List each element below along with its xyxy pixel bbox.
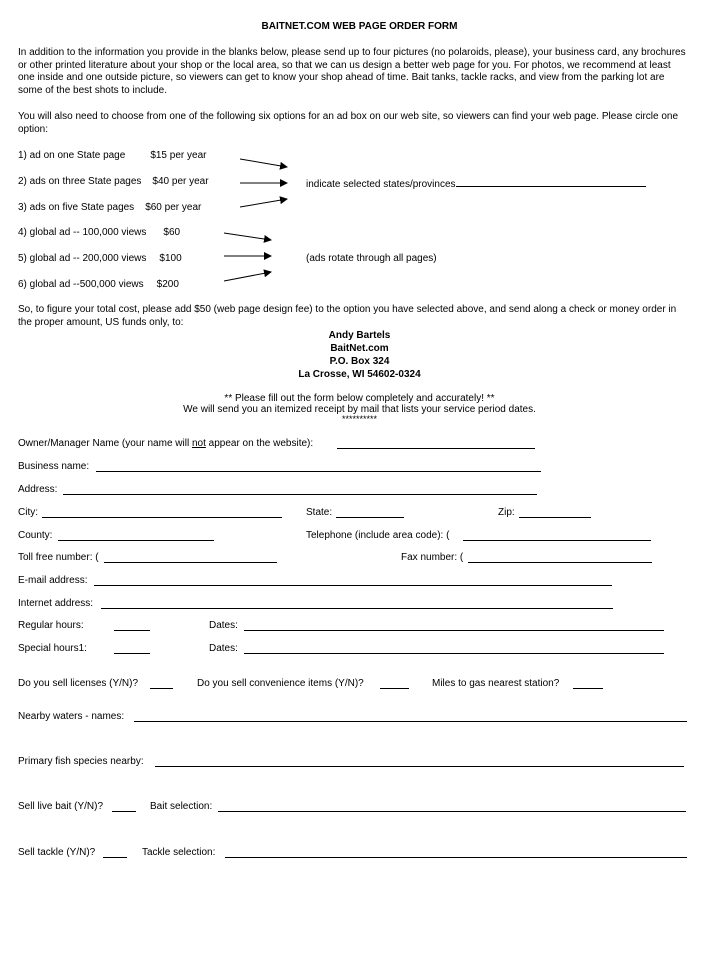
- telephone-input[interactable]: [463, 530, 651, 541]
- option-5: [18, 253, 182, 265]
- option-label: 1) ad on one State page: [18, 150, 126, 161]
- regular-dates-input[interactable]: [244, 620, 664, 631]
- owner-label-a: Owner/Manager Name (your name will: [18, 438, 192, 449]
- option-price: $200: [156, 279, 179, 290]
- waters-input[interactable]: [134, 711, 687, 722]
- regular-dates-label: Dates:: [209, 620, 238, 631]
- option-label: 2) ads on three State pages: [18, 176, 142, 187]
- baitsel-label: Bait selection:: [150, 801, 213, 812]
- fax-label: Fax number: (: [401, 552, 464, 563]
- convenience-input[interactable]: [380, 678, 409, 689]
- option-6: [18, 279, 179, 291]
- notice-fill: ** Please fill out the form below completely and accurately! **: [224, 393, 495, 404]
- convenience-label: Do you sell convenience items (Y/N)?: [197, 678, 364, 689]
- owner-label-not: not: [191, 438, 206, 449]
- options-intro: You will also need to choose from one of the following six options for an ad box on our web site, so viewers can find your web page. Please circle one option:: [18, 111, 679, 135]
- email-input[interactable]: [94, 575, 612, 586]
- internet-label: Internet address:: [18, 598, 94, 609]
- option-price: $100: [159, 253, 182, 264]
- option-price: $60 per year: [145, 202, 202, 213]
- states-label: indicate selected states/provinces: [306, 179, 456, 190]
- zip-label: Zip:: [498, 507, 515, 518]
- telephone-label: Telephone (include area code): (: [306, 530, 450, 541]
- livebait-input[interactable]: [112, 801, 136, 812]
- arrow-6: [224, 272, 271, 281]
- waters-label: Nearby waters - names:: [18, 711, 125, 722]
- address-company: BaitNet.com: [330, 343, 389, 354]
- option-2: [18, 176, 209, 188]
- special-dates-input[interactable]: [244, 643, 664, 654]
- address-label: Address:: [18, 484, 58, 495]
- intro-paragraph: In addition to the information you provide in the blanks below, please send up to four pictures (no polaroids, please), your business card, any brochures or other printed literature about your shop or the local area, so that we can us design a better web page for you. For photos, we recommend at least one inside and one outside picture, so viewers can get to know your shop ahead of time. Bait tanks, tackle racks, and view from the parking lot are some of the best shots to include.: [18, 47, 686, 96]
- owner-label-b: appear on the website):: [205, 438, 314, 449]
- stars-divider: **********: [341, 414, 378, 424]
- rotate-note: (ads rotate through all pages): [306, 253, 437, 264]
- address-po: P.O. Box 324: [329, 356, 390, 367]
- state-input[interactable]: [336, 507, 404, 518]
- tacklesel-label: Tackle selection:: [142, 847, 216, 858]
- tollfree-label: Toll free number: (: [18, 552, 99, 563]
- city-label: City:: [18, 507, 38, 518]
- special-hours-input[interactable]: [114, 643, 150, 654]
- tackle-input[interactable]: [103, 847, 127, 858]
- notice-receipt: We will send you an itemized receipt by mail that lists your service period dates.: [183, 404, 536, 415]
- regular-hours-input[interactable]: [114, 620, 150, 631]
- zip-input[interactable]: [519, 507, 591, 518]
- county-label: County:: [18, 530, 53, 541]
- arrow-1: [240, 159, 287, 167]
- internet-input[interactable]: [101, 598, 613, 609]
- special-hours-label: Special hours1:: [18, 643, 87, 654]
- arrow-3: [240, 199, 287, 207]
- arrow-4: [224, 233, 271, 240]
- option-label: 3) ads on five State pages: [18, 202, 135, 213]
- fax-input[interactable]: [468, 552, 652, 563]
- email-label: E-mail address:: [18, 575, 88, 586]
- gas-label: Miles to gas nearest station?: [432, 678, 560, 689]
- species-input[interactable]: [155, 756, 684, 767]
- baitsel-input[interactable]: [218, 801, 686, 812]
- livebait-label: Sell live bait (Y/N)?: [18, 801, 104, 812]
- address-name: Andy Bartels: [328, 330, 391, 341]
- owner-input[interactable]: [337, 438, 535, 449]
- tacklesel-input[interactable]: [225, 847, 687, 858]
- address-input[interactable]: [63, 484, 537, 495]
- business-input[interactable]: [96, 461, 541, 472]
- option-price: $40 per year: [152, 176, 209, 187]
- licenses-label: Do you sell licenses (Y/N)?: [18, 678, 139, 689]
- states-blank[interactable]: [456, 176, 646, 187]
- licenses-input[interactable]: [150, 678, 173, 689]
- option-3: [18, 202, 201, 214]
- city-input[interactable]: [42, 507, 282, 518]
- county-input[interactable]: [58, 530, 214, 541]
- species-label: Primary fish species nearby:: [18, 756, 144, 767]
- option-4: [18, 227, 180, 239]
- states-field: [306, 176, 646, 191]
- option-price: $60: [163, 227, 181, 238]
- state-label: State:: [306, 507, 333, 518]
- option-label: 4) global ad -- 100,000 views: [18, 227, 147, 238]
- special-dates-label: Dates:: [209, 643, 238, 654]
- owner-field: [18, 438, 313, 450]
- cost-paragraph: So, to figure your total cost, please add $50 (web page design fee) to the option you have selected above, and send along a check or money order in the proper amount, US funds only, to:: [18, 304, 677, 328]
- gas-input[interactable]: [573, 678, 603, 689]
- business-label: Business name:: [18, 461, 90, 472]
- option-price: $15 per year: [150, 150, 207, 161]
- option-label: 6) global ad --500,000 views: [18, 279, 144, 290]
- option-1: [18, 150, 206, 162]
- tackle-label: Sell tackle (Y/N)?: [18, 847, 96, 858]
- form-title: BAITNET.COM WEB PAGE ORDER FORM: [261, 21, 458, 32]
- address-city: La Crosse, WI 54602-0324: [298, 369, 421, 380]
- regular-hours-label: Regular hours:: [18, 620, 84, 631]
- tollfree-input[interactable]: [104, 552, 277, 563]
- option-label: 5) global ad -- 200,000 views: [18, 253, 147, 264]
